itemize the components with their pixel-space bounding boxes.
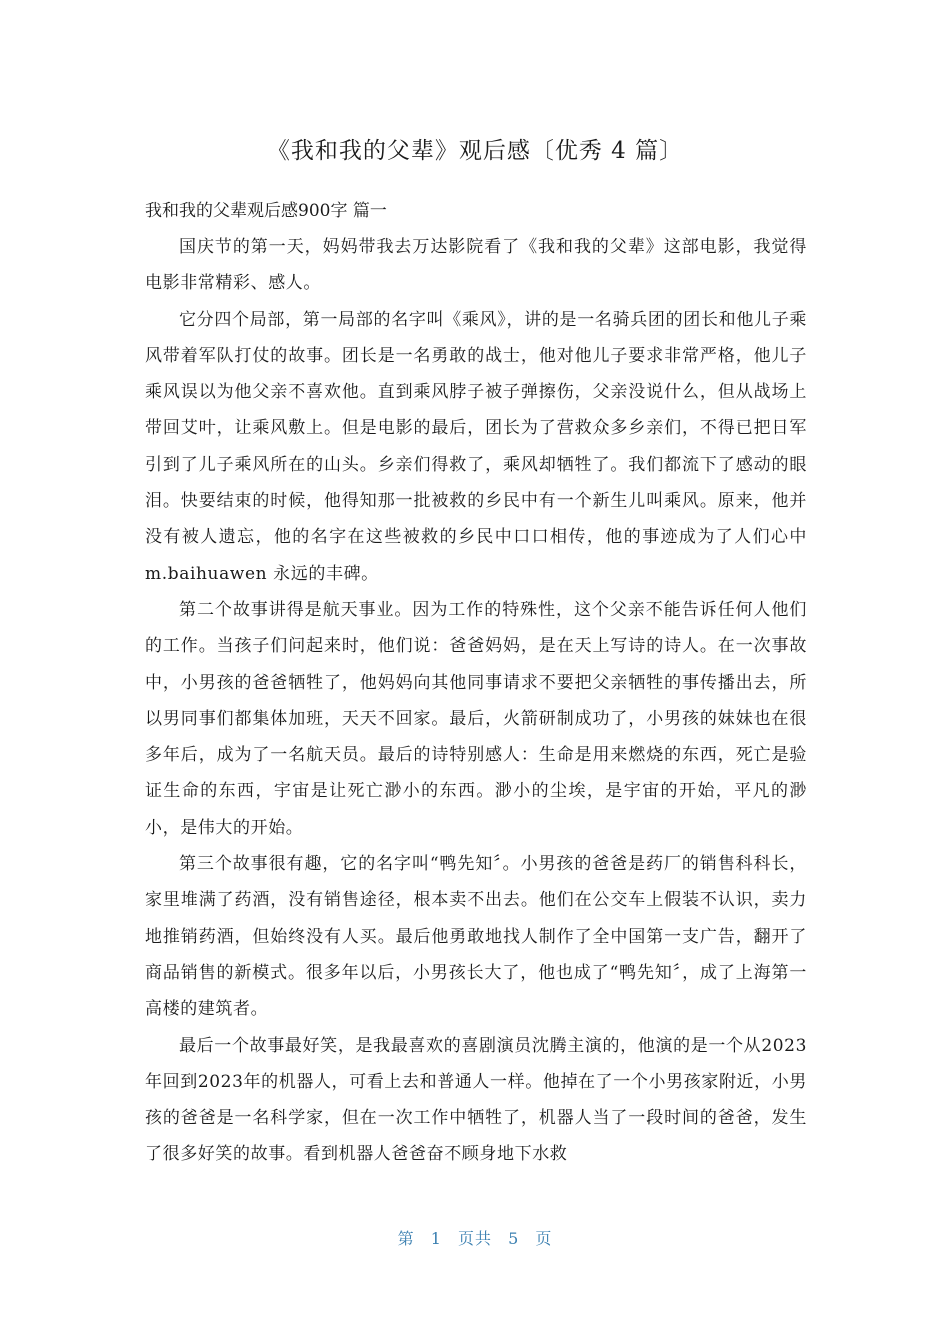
paragraph: 国庆节的第一天，妈妈带我去万达影院看了《我和我的父辈》这部电影，我觉得电影非常精彩、感人。	[145, 237, 807, 294]
paragraph: 第三个故事很有趣，它的名字叫“鸭先知〞。小男孩的爸爸是药厂的销售科科长，家里堆满了药酒，没有销售途径，根本卖不出去。他们在公交车上假装不认识，卖力地推销药酒，但始终没有人买。最后他勇敢地找人制作了全中国第一支广告，翻开了商品销售的新模式。很多年以后，小男孩长大了，他也成了“鸭先知〞，成了上海第一高楼的建筑者。	[145, 854, 807, 1020]
page-footer: 第 1 页共 5 页	[397, 1229, 553, 1248]
section-heading: 我和我的父辈观后感900字 篇一	[145, 201, 387, 221]
paragraph: 最后一个故事最好笑，是我最喜欢的喜剧演员沈腾主演的，他演的是一个从2023年回到2023年的机器人，可看上去和普通人一样。他掉在了一个小男孩家附近，小男孩的爸爸是一名科学家，但在一次工作中牺牲了，机器人当了一段时间的爸爸，发生了很多好笑的故事。看到机器人爸爸奋不顾身地下水救	[145, 1035, 807, 1165]
document-title: 《我和我的父辈》观后感〔优秀 4 篇〕	[266, 138, 684, 164]
document-body	[145, 193, 807, 1173]
paragraph: 第二个故事讲得是航天事业。因为工作的特殊性，这个父亲不能告诉任何人他们的工作。当孩子们问起来时，他们说：爸爸妈妈，是在天上写诗的诗人。在一次事故中，小男孩的爸爸牺牲了，他妈妈向其他同事请求不要把父亲牺牲的事传播出去，所以男同事们都集体加班，天天不回家。最后，火箭研制成功了，小男孩的妹妹也在很多年后，成为了一名航天员。最后的诗特别感人：生命是用来燃烧的东西，死亡是验证生命的东西，宇宙是让死亡渺小的东西。渺小的尘埃，是宇宙的开始，平凡的渺小，是伟大的开始。	[145, 599, 807, 838]
paragraph: 它分四个局部，第一局部的名字叫《乘风》，讲的是一名骑兵团的团长和他儿子乘风带着军队打仗的故事。团长是一名勇敢的战士，他对他儿子要求非常严格，他儿子乘风误以为他父亲不喜欢他。直到乘风脖子被子弹擦伤，父亲没说什么，但从战场上带回艾叶，让乘风敷上。但是电影的最后，团长为了营救众多乡亲们，不得已把日军引到了儿子乘风所在的山头。乡亲们得救了，乘风却牺牲了。我们都流下了感动的眼泪。快要结束的时候，他得知那一批被救的乡民中有一个新生儿叫乘风。原来，他并没有被人遗忘，他的名字在这些被救的乡民中口口相传，他的事迹成为了人们心中 m.baihuawen 永远的丰碑。	[145, 309, 807, 584]
